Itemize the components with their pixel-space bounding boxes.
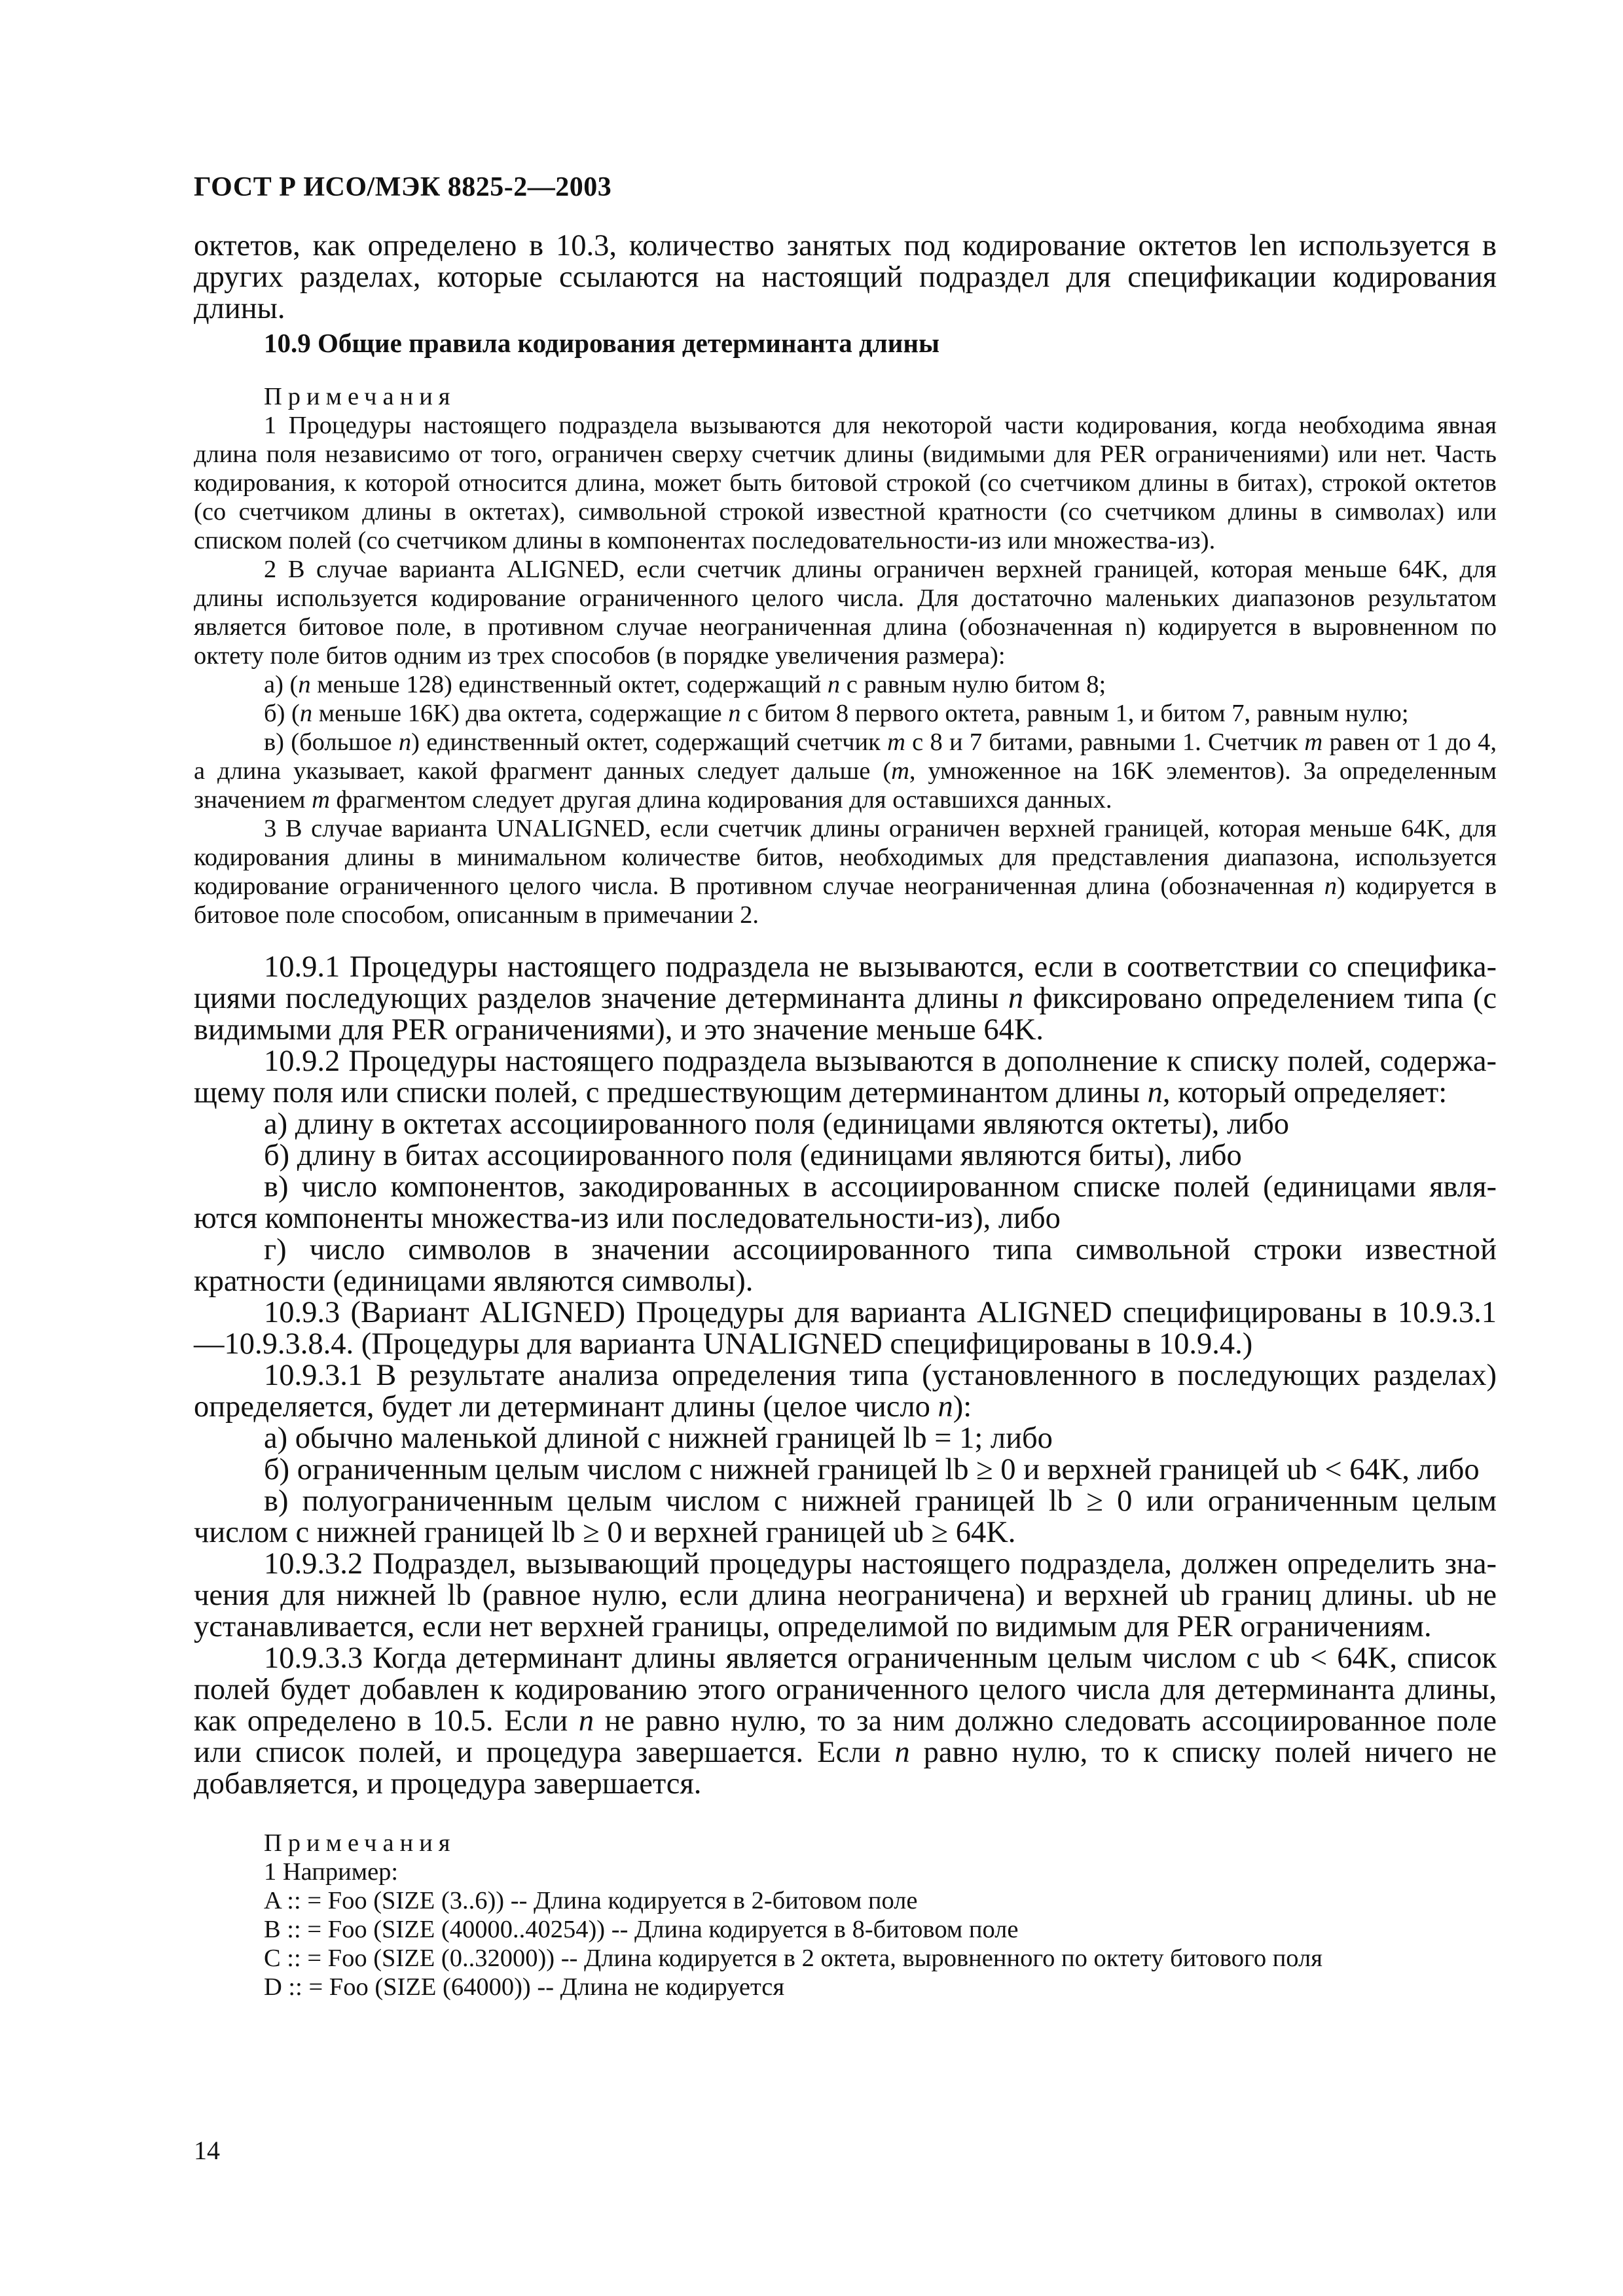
text-column	[194, 230, 1497, 2001]
list-item: г) число символов в значении ассоциированного типа символьной строки известной кратности (единицами являются символы).	[194, 1233, 1497, 1298]
list-item: б) ограниченным целым числом с нижней границей lb ≥ 0 и верхней границей ub < 64K, либо	[264, 1453, 1480, 1486]
code-line: A :: = Foo (SIZE (3..6)) -- Длина кодируется в 2-битовом поле	[264, 1887, 918, 1914]
code-line: D :: = Foo (SIZE (64000)) -- Длина не кодируется	[264, 1973, 785, 2001]
page-number: 14	[194, 2136, 220, 2165]
paragraph-10-9-3: 10.9.3 (Вариант ALIGNED) Процедуры для варианта ALIGNED специфицированы в 10.9.3.1—10.9.3.8.4. (Процедуры для варианта UNALIGNED специфицированы в 10.9.4.)	[194, 1296, 1497, 1361]
notes-label: Примечания	[264, 383, 456, 410]
list-item: а) длину в октетах ассоциированного поля (единицами являются октеты), либо	[264, 1107, 1290, 1141]
note-2-item-c: в) (большое n) единственный октет, содержащий счетчик m с 8 и 7 битами, равными 1. Счетчик m равен от 1 до 4, а длина указывает, какой фрагмент данных следует дальше (m, умноженное на 16K элементов). За определенным значением m фрагментом следует другая длина кодирования для оставшихся данных.	[194, 728, 1497, 814]
list-item: а) обычно маленькой длиной с нижней границей lb = 1; либо	[264, 1422, 1053, 1455]
code-line: C :: = Foo (SIZE (0..32000)) -- Длина кодируется в 2 октета, выровненного по октету битового поля	[264, 1945, 1322, 1972]
note-2: 2 В случае варианта ALIGNED, если счетчик длины ограничен верхней границей, которая меньше 64K, для длины используется кодирование ограниченного целого числа. Для достаточно маленьких диапазонов результатом является битовое поле, в противном случае неограниченная длина (обозначенная n) кодируется в выровненном по октету поле битов одним из трех способов (в порядке увеличения размера):	[194, 556, 1497, 670]
list-item: б) длину в битах ассоциированного поля (единицами являются биты), либо	[264, 1139, 1242, 1172]
notes-label: Примечания	[264, 1829, 456, 1857]
paragraph-10-9-3-1: 10.9.3.1 В результате анализа определения типа (установленного в последующих разделах) определяется, будет ли детерминант длины (целое число n):	[194, 1359, 1497, 1424]
paragraph-10-9-3-2: 10.9.3.2 Подраздел, вызывающий процедуры настоящего подраздела, должен определить значения для нижней lb (равное нулю, если длина неограничена) и верхней ub границ длины. ub не устанавливается, если нет верхней границы, определимой по видимым для PER ограничениям.	[194, 1547, 1497, 1643]
notes-block-2	[194, 1829, 1497, 2001]
note-example-intro: 1 Например:	[264, 1858, 399, 1886]
code-line: B :: = Foo (SIZE (40000..40254)) -- Длина кодируется в 8-битовом поле	[264, 1916, 1019, 1943]
note-3: 3 В случае варианта UNALIGNED, если счетчик длины ограничен верхней границей, которая меньше 64K, для кодирования длины в минимальном количестве битов, необходимых для представления диапазона, используется кодирование ограниченного целого числа. В противном случае неограниченная длина (обозначенная n) кодируется в битовое поле способом, описанным в примечании 2.	[194, 815, 1497, 929]
note-2-item-b: б) (n меньше 16K) два октета, содержащие n с битом 8 первого октета, равным 1, и битом 7, равным нулю;	[264, 700, 1409, 727]
section-heading: 10.9 Общие правила кодирования детерминанта длины	[264, 328, 940, 358]
list-item: в) полуограниченным целым числом с нижней границей lb ≥ 0 или ограниченным целым числом с нижней границей lb ≥ 0 и верхней границей ub ≥ 64K.	[194, 1484, 1497, 1549]
paragraph-10-9-2: 10.9.2 Процедуры настоящего подраздела вызываются в дополнение к списку полей, содержащему поля или списки полей, с предшествующим детерминантом длины n, который определяет:	[194, 1045, 1497, 1109]
paragraph-10-9-3-3: 10.9.3.3 Когда детерминант длины является ограниченным целым числом с ub < 64K, список полей будет добавлен к кодированию этого ограниченного целого числа для детерминанта длины, как определено в 10.5. Если n не равно нулю, то за ним должно следовать ассоциированное поле или список полей, и процедура завершается. Если n равно нулю, то к списку полей ничего не добавляется, и процедура завершается.	[194, 1641, 1497, 1801]
note-1: 1 Процедуры настоящего подраздела вызываются для некоторой части кодирования, когда необходима явная длина поля независимо от того, ограничен сверху счетчик длины (видимыми для PER ограничениями) или нет. Часть кодирования, к которой относится длина, может быть битовой строкой (со счетчиком длины в битах), строкой октетов (со счетчиком длины в октетах), символьной строкой известной кратности (со счетчиком длины в символах) или списком полей (со счетчиком длины в компонентах последовательности-из или множества-из).	[194, 412, 1497, 554]
document-header: ГОСТ Р ИСО/МЭК 8825-2—2003	[194, 172, 612, 202]
paragraph-10-9-1: 10.9.1 Процедуры настоящего подраздела не вызываются, если в соответствии со спецификациями последующих разделов значение детерминанта длины n фиксировано определением типа (с видимыми для PER ограничениями), и это значение меньше 64K.	[194, 950, 1497, 1047]
list-item: в) число компонентов, закодированных в ассоциированном списке полей (единицами являются компоненты множества-из или последовательности-из), либо	[194, 1170, 1497, 1235]
intro-paragraph: октетов, как определено в 10.3, количество занятых под кодирование октетов len используется в других разделах, которые ссылаются на настоящий подраздел для спецификации кодирования длины.	[194, 229, 1497, 325]
notes-block	[194, 382, 1497, 929]
note-2-item-a: а) (n меньше 128) единственный октет, содержащий n с равным нулю битом 8;	[264, 671, 1106, 698]
